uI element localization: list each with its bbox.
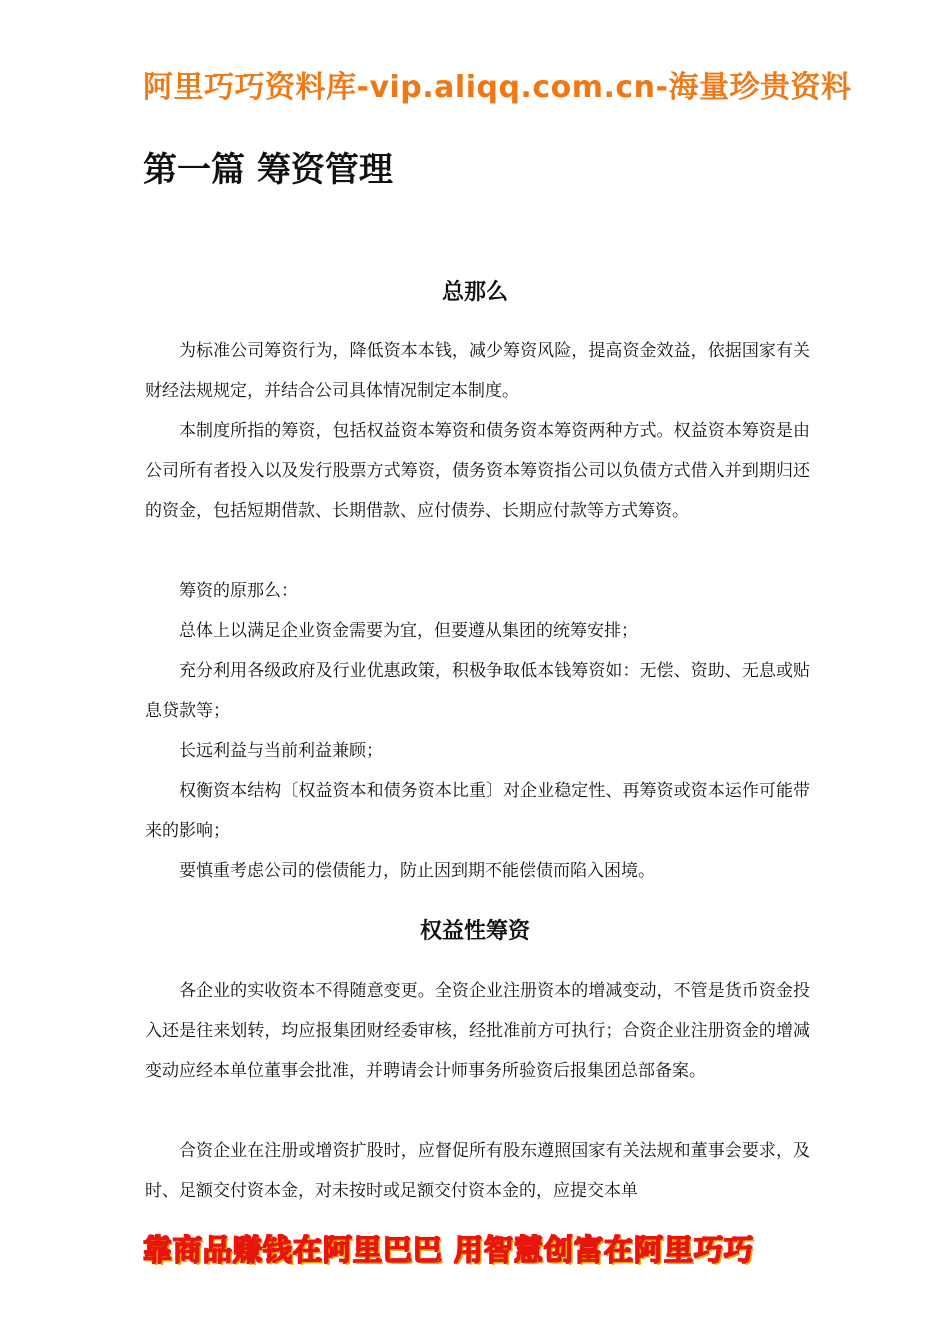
section-title-equity-financing: 权益性筹资 [419,919,530,944]
paragraph: 权衡资本结构〔权益资本和债务资本比重〕对企业稳定性、再筹资或资本运作可能带来的影响； [145,781,810,841]
paragraph: 为标准公司筹资行为，降低资本本钱，减少筹资风险，提高资金效益，依据国家有关财经法规规定，并结合公司具体情况制定本制度。 [145,341,810,401]
footer-banner: 靠商品赚钱在阿里巴巴 用智慧创富在阿里巧巧 [143,1233,755,1267]
paragraph: 总体上以满足企业资金需要为宜，但要遵从集团的统筹安排； [179,621,638,641]
paragraph: 充分利用各级政府及行业优惠政策，积极争取低本钱筹资如：无偿、资助、无息或贴息贷款等； [145,661,810,721]
section-title-general: 总那么 [441,280,508,305]
paragraph: 本制度所指的筹资，包括权益资本筹资和债务资本筹资两种方式。权益资本筹资是由公司所有者投入以及发行股票方式筹资，债务资本筹资指公司以负债方式借入并到期归还的资金，包括短期借款、长期借款、应付债券、长期应付款等方式筹资。 [145,421,810,521]
part-title: 第一篇 筹资管理 [143,150,393,190]
paragraph: 各企业的实收资本不得随意变更。全资企业注册资本的增减变动，不管是货币资金投入还是往来划转，均应报集团财经委审核，经批准前方可执行；合资企业注册资金的增减变动应经本单位董事会批准，并聘请会计师事务所验资后报集团总部备案。 [145,981,810,1081]
paragraph: 要慎重考虑公司的偿债能力，防止因到期不能偿债而陷入困境。 [179,861,655,881]
paragraph: 长远利益与当前利益兼顾； [179,741,383,761]
header-banner: 阿里巧巧资料库-vip.aliqq.com.cn-海量珍贵资料 [143,70,852,105]
paragraph: 合资企业在注册或增资扩股时，应督促所有股东遵照国家有关法规和董事会要求，及时、足额交付资本金，对未按时或足额交付资本金的，应提交本单 [145,1141,810,1201]
paragraph: 筹资的原那么： [179,581,298,601]
